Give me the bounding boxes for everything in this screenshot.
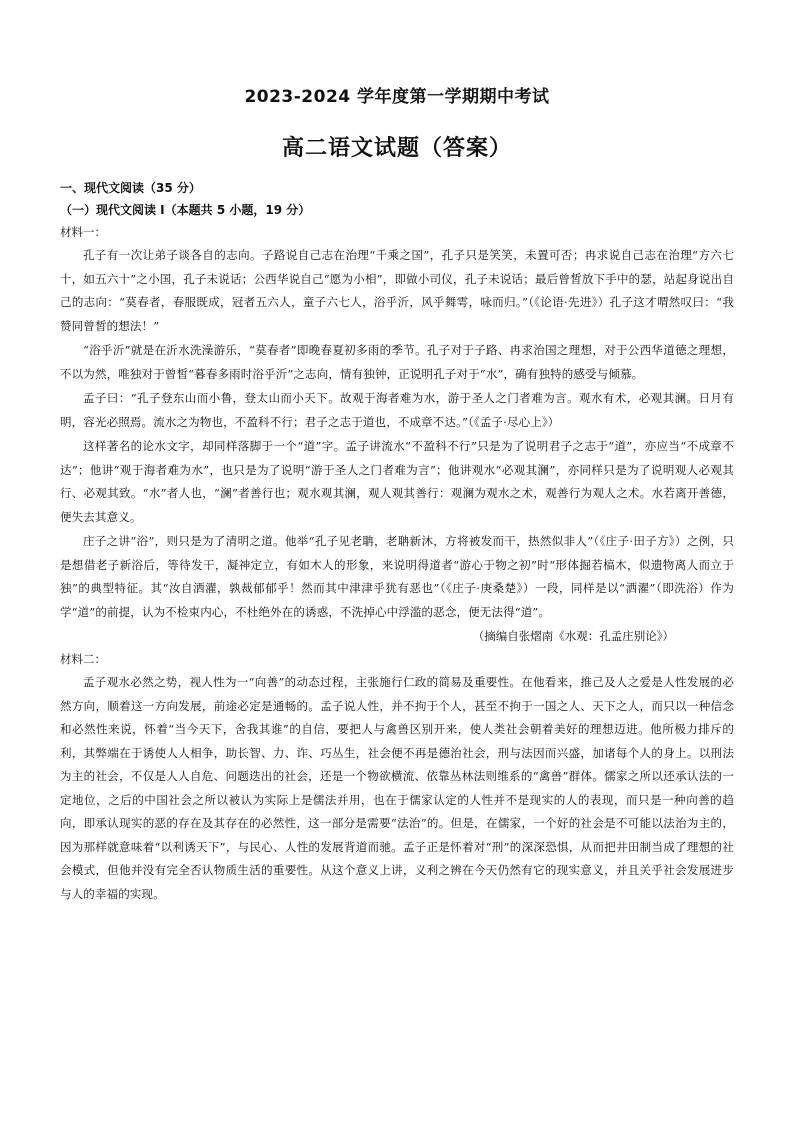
- exam-title: 2023-2024 学年度第一学期期中考试: [244, 87, 550, 107]
- paragraph: 孟子观水必然之势，视人性为一“向善”的动态过程，主张施行仁政的简易及重要性。在他看来，推己及人之爱是人性发展的必然方向，顺着这一方向发展，前途必定是通畅的。孟子说人性，并不拘于个人，甚至不拘于一国之人、天下之人，而只以一种信念和必然性来说，怀着“当今天下，舍我其谁”的自信，要把人与禽兽区别开来，使人类社会朝着美好的理想迈进。他所极力排斥的利，其弊端在于诱使人人相争，助长智、力、诈、巧丛生，社会便不再是德治社会，刑与法因而兴盛，加诸每个人的身上。以刑法为主的社会，不仅是人人自危、问题迭出的社会，还是一个物欲横流、依靠丛林法则维系的“禽兽”群体。儒家之所以还承认法的一定地位，之后的中国社会之所以被认为实际上是儒法并用，也在于儒家认定的人性并不是现实的人的表现，而只是一种向善的趋向，即承认现实的恶的存在及其存在的必然性，这一部分是需要“法治”的。但是，在儒家，一个好的社会是不可能以法治为主的，因为那样就意味着“以利诱天下”，与民心、人性的发展背道而驰。孟子正是怀着对“刑”的深深恐惧，从而把井田制当成了理想的社会模式，但他并没有完全否认物质生活的重要性。从这个意义上讲，义利之辨在今天仍然有它的现实意义，并且关乎社会发展进步与人的幸福的实现。: [60, 675, 734, 901]
- paragraph: 庄子之讲“浴”，则只是为了清明之道。他举“孔子见老聃，老聃新沐，方将被发而干，热然似非人”（《庄子·田子方》）之例，只是想借老子新浴后，等待发干，凝神定立，有如木人的形象，来说明得道者“游心于物之初”时“形体掘若槁木，似遗物离人而立于独”的典型特征。其“汝自洒濯，孰裁郁郁乎！然而其中津津乎犹有恶也”（《庄子·庚桑楚》）一段，同样是以“洒濯”（即洗浴）作为学“道”的前提，认为不检束内心，不杜绝外在的诱惑，不洗掉心中浮滥的恶念，便无法得“道”。: [60, 534, 734, 619]
- subsection-heading: （一）现代文阅读 I（本题共 5 小题，19 分）: [60, 203, 311, 217]
- section-heading: 一、现代文阅读（35 分）: [60, 181, 201, 195]
- material-one-label: 材料一：: [60, 225, 106, 239]
- source-citation: （摘编自张熠南《水观：孔孟庄别论》）: [472, 629, 674, 643]
- paragraph: 这样著名的论水文字，却同样落脚于一个“道”字。孟子讲流水“不盈科不行”只是为了说明君子之志于“道”，亦应当“不成章不达”；他讲“观于海者难为水”，也只是为了说明“游于圣人之门者难为言”；他讲观水“必观其澜”，亦同样只是为了说明观人必观其行、必观其致。“水”者人也，“澜”者善行也；观水观其澜，观人观其善行：观澜为观水之术，观善行为观人之术。水若离开善德，便失去其意义。: [60, 439, 734, 524]
- material-two-label: 材料二：: [60, 652, 106, 666]
- paragraph: 孟子曰：“孔子登东山而小鲁，登太山而小天下。故观于海者难为水，游于圣人之门者难为言。观水有术，必观其澜。日月有明，容光必照焉。流水之为物也，不盈科不行；君子之志于道也，不成章不达。”（《孟子·尽心上》）: [60, 391, 734, 429]
- exam-subtitle: 高二语文试题（答案）: [281, 136, 512, 161]
- paragraph: 孔子有一次让弟子谈各自的志向。子路说自己志在治理“千乘之国”，孔子只是笑笑，未置可否；冉求说自己志在治理“方六七十，如五六十”之小国，孔子未说话；公西华说自己“愿为小相”，即做小司仪，孔子未说话；最后曾皙放下手中的瑟，站起身说出自己的志向：“莫春者，春服既成，冠者五六人，童子六七人，浴乎沂，风乎舞雩，咏而归。”（《论语·先进》）孔子这才喟然叹曰：“我赞同曾皙的想法！”: [60, 248, 734, 333]
- paragraph: “浴乎沂”就是在沂水洗澡游乐，“莫春者”即晚春夏初多雨的季节。孔子对于子路、冉求治国之理想，对于公西华道德之理想，不以为然，唯独对于曾皙“暮春多雨时浴乎沂”之志向，情有独钟，正说明孔子对于“水”，确有独特的感受与倾慕。: [60, 343, 734, 381]
